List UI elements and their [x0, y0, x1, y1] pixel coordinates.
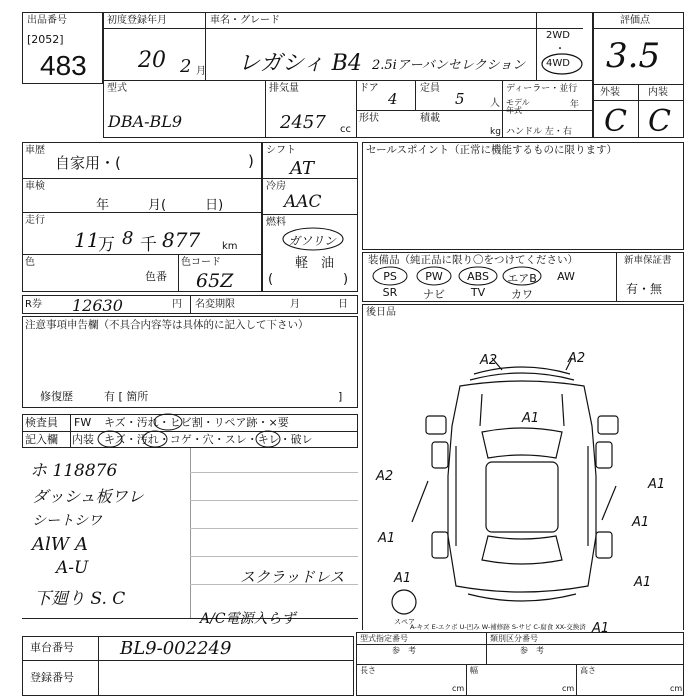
score-value: 3.5 — [606, 36, 661, 76]
inspection-value: 年 月( 日) — [96, 198, 224, 213]
color-no-label: 色番 — [145, 270, 167, 283]
fuel-gasoline-circle — [280, 226, 346, 252]
color-code-label: 色コード — [181, 257, 221, 268]
mirror-left — [426, 416, 446, 434]
fuel-label: 燃料 — [266, 217, 286, 228]
warranty-value: 有・無 — [626, 282, 663, 296]
recycle-unit: 円 — [172, 299, 182, 310]
mark-a1-left-door: A1 — [378, 531, 396, 546]
equipment-circles — [366, 264, 546, 288]
history-close: ) — [248, 152, 254, 170]
mileage-unit: km — [222, 241, 238, 252]
mileage-man: 11 — [74, 228, 100, 252]
type-spec-label: 型式指定番号 — [360, 634, 408, 643]
drive-4wd: 4WD — [546, 58, 570, 69]
shape-label: 形状 — [359, 113, 379, 124]
wheel-fr — [596, 442, 612, 468]
note-line-6: 下廻り S. C — [34, 589, 126, 609]
spare-tire — [392, 590, 416, 614]
equip-navi: ナビ — [423, 288, 445, 301]
recycle-value: 12630 — [72, 296, 123, 315]
name-change-month: 月 — [290, 299, 300, 310]
fuel-gasoline: ガソリン — [288, 234, 337, 248]
ac-label: 冷房 — [266, 181, 286, 192]
equip-airbag: エアB — [507, 272, 537, 285]
spare-label: スペア — [394, 618, 415, 626]
inspector-row2: キズ・汚れ・コゲ・穴・スレ・キレ・破レ — [104, 433, 313, 446]
model-value: DBA-BL9 — [108, 112, 183, 131]
rear-seat-label: 後日品 — [366, 307, 396, 318]
lot-code: [2052] — [27, 33, 64, 46]
name-label: 車名・グレード — [210, 15, 280, 26]
roof — [486, 462, 558, 532]
equip-abs: ABS — [467, 270, 489, 283]
handle-label: ハンドル 左・右 — [506, 127, 572, 137]
model-label: 型式 — [107, 83, 127, 94]
mark-a1-right-door: A1 — [632, 515, 650, 530]
chassis-label: 車台番号 — [30, 641, 74, 654]
height-unit: cm — [670, 684, 683, 693]
equipment-row-2 — [368, 286, 544, 302]
interior-grade: C — [648, 104, 671, 139]
equip-sr: SR — [382, 286, 398, 299]
chassis-value: BL9-002249 — [120, 638, 232, 659]
dealer-label: ディーラー・並行 — [506, 84, 578, 94]
sales-point-box — [362, 142, 684, 250]
repair-label: 修復歴 — [40, 390, 73, 403]
note-line-5: A-U — [56, 558, 89, 578]
color-code-value: 65Z — [196, 270, 234, 292]
shift-label: シフト — [266, 145, 296, 156]
mark-a1-right-rear: A1 — [634, 575, 652, 590]
sales-point-label: セールスポイント（正常に機能するものに限ります） — [366, 144, 618, 156]
note-line-1: ホ 118876 — [30, 461, 118, 481]
note-line-2: ダッシュ板ワレ — [32, 487, 144, 506]
fuel-diesel: 軽 油 — [295, 256, 335, 271]
exterior-grade: C — [604, 104, 627, 139]
interior-check-label: 内装 — [72, 433, 94, 446]
repair-close: ] — [338, 390, 343, 403]
color-label: 色 — [25, 257, 35, 268]
repair-value: 有 [ 箇所 — [104, 390, 149, 403]
ac-value: AAC — [284, 192, 322, 212]
wheel-rl — [432, 532, 448, 558]
note-line-4: AlW A — [32, 534, 88, 555]
capacity-unit: 人 — [490, 98, 500, 109]
width-label: 幅 — [470, 666, 478, 675]
doors-value: 4 — [388, 90, 398, 108]
damage-legend: A-キズ E-エクボ U-凹み W-補修跡 S-サビ C-腐食 XX-交換済 — [410, 623, 586, 631]
warranty-label: 新車保証書 — [624, 255, 672, 266]
mark-a2-front-right: A2 — [568, 351, 586, 366]
capacity-value: 5 — [455, 90, 465, 108]
drive-dot: ・ — [555, 44, 565, 55]
mileage-sen-unit: 千 — [140, 235, 157, 255]
capacity-label: 定員 — [420, 83, 440, 94]
mileage-sen-pre: 8 — [122, 228, 134, 249]
inspector-row1: キズ・汚れ・ヒビ割・リペア跡・×要 — [104, 416, 289, 429]
mark-a1-rear: A1 — [592, 621, 610, 636]
first-reg-year: 20 — [138, 48, 166, 73]
rear-bumper — [468, 594, 576, 601]
wheel-fl — [432, 442, 448, 468]
mark-a1-left-rear: A1 — [394, 571, 412, 586]
fw-label: FW — [74, 416, 92, 429]
height-label: 高さ — [580, 666, 596, 675]
exterior-label: 外装 — [600, 87, 620, 98]
note-line-7: スクラッドレス — [240, 568, 345, 586]
recycle-label: R券 — [25, 299, 42, 310]
mileage-label: 走行 — [25, 215, 45, 226]
model-year-label: モデル 年式 — [506, 98, 530, 115]
equipment-label: 装備品（純正品に限り〇をつけてください） — [368, 254, 578, 266]
length-label: 長さ — [360, 666, 376, 675]
fuel-paren-open: ( — [268, 272, 274, 287]
first-reg-month-unit: 月 — [196, 66, 206, 77]
equip-leather: カワ — [511, 288, 533, 301]
notes-label: 注意事項申告欄（不具合内容等は具体的に記入して下さい） — [25, 319, 309, 331]
car-name: レガシィ B4 — [238, 51, 362, 76]
displacement-label: 排気量 — [269, 83, 299, 94]
interior-label: 内装 — [648, 87, 668, 98]
history-label: 車歴 — [25, 145, 45, 156]
mileage-rest: 877 — [162, 228, 201, 252]
lot-number: 483 — [40, 50, 87, 81]
displacement-value: 2457 — [280, 112, 326, 133]
door-label: ドア — [359, 83, 379, 94]
note-line-3: シートシワ — [32, 513, 102, 529]
mirror-right — [598, 416, 618, 434]
car-grade: 2.5iアーバンセレクション — [372, 58, 526, 73]
equip-pw: PW — [425, 270, 443, 283]
load-unit: kg — [490, 127, 501, 137]
note-line-8: A/C電源入らず — [200, 611, 296, 627]
class-ref: 参 考 — [520, 646, 544, 655]
recorder-label: 記入欄 — [25, 433, 58, 446]
windshield — [482, 428, 562, 458]
equip-tv: TV — [470, 286, 486, 299]
drive-2wd: 2WD — [546, 30, 570, 41]
first-reg-month: 2 — [180, 56, 192, 77]
inspector-circles — [100, 412, 360, 452]
lot-label: 出品番号 — [27, 15, 67, 26]
mark-a2-front-left: A2 — [480, 353, 498, 368]
class-label: 類別区分番号 — [490, 634, 538, 643]
score-label: 評価点 — [620, 15, 650, 26]
displacement-unit: cc — [340, 124, 351, 135]
history-value: 自家用・( — [55, 154, 121, 172]
load-label: 積載 — [420, 113, 440, 124]
shift-value: AT — [290, 158, 315, 179]
mark-a1-right-fender: A1 — [648, 477, 666, 492]
rear-window — [482, 536, 562, 564]
length-unit: cm — [452, 684, 465, 693]
mark-a1-hood: A1 — [522, 411, 540, 426]
inspection-label: 車検 — [25, 181, 45, 192]
drive-4wd-circle — [538, 52, 586, 76]
mark-a2-left-fender: A2 — [376, 469, 394, 484]
equip-ps: PS — [383, 270, 397, 283]
year-unit: 年 — [570, 100, 580, 110]
reg-label: 登録番号 — [30, 671, 74, 684]
inspector-label: 検査員 — [25, 416, 58, 429]
first-reg-label: 初度登録年月 — [107, 15, 167, 26]
width-unit: cm — [562, 684, 575, 693]
type-spec-ref: 参 考 — [392, 646, 416, 655]
name-change-day: 日 — [338, 299, 348, 310]
mileage-man-unit: 万 — [98, 235, 115, 255]
fuel-paren-close: ) — [343, 272, 349, 287]
wheel-rr — [596, 532, 612, 558]
equip-aw: AW — [557, 270, 575, 283]
name-change-label: 名変期限 — [195, 299, 235, 310]
